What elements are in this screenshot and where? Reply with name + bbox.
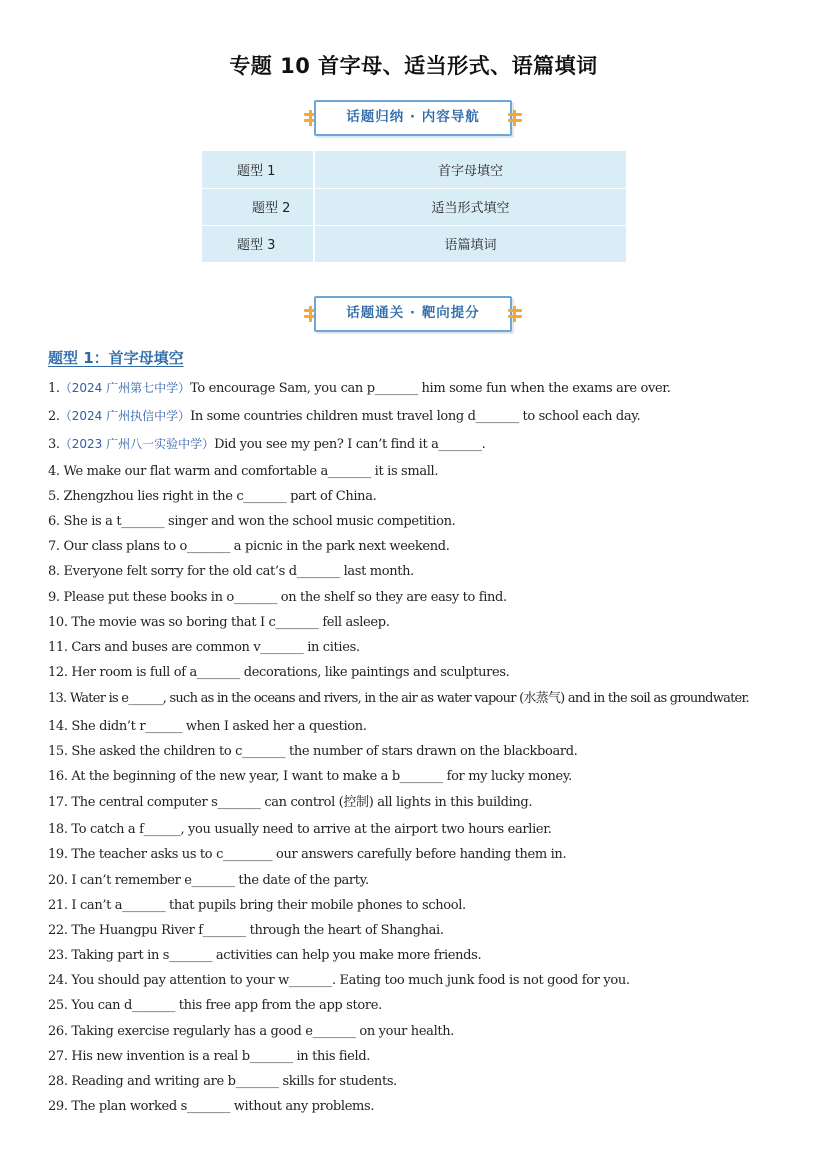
question-text: Taking part in s_______ activities can help you make more friends. bbox=[71, 948, 482, 963]
question-text: She didn’t r______ when I asked her a question. bbox=[71, 719, 367, 734]
question-number: 5. bbox=[48, 489, 60, 504]
question-item bbox=[48, 1099, 374, 1115]
question-number: 22. bbox=[48, 923, 68, 938]
question-source: （2024 广州第七中学） bbox=[59, 381, 191, 395]
question-number: 10. bbox=[48, 615, 68, 630]
question-text: His new invention is a real b_______ in this field. bbox=[71, 1049, 371, 1064]
banner-practice bbox=[304, 296, 522, 332]
question-text: We make our flat warm and comfortable a_______ it is small. bbox=[63, 464, 439, 479]
question-text: Taking exercise regularly has a good e_______ on your health. bbox=[71, 1024, 455, 1039]
table-row bbox=[202, 188, 626, 225]
question-number: 1. bbox=[48, 381, 60, 396]
question-item bbox=[48, 640, 360, 656]
question-text: To catch a f______, you usually need to arrive at the airport two hours earlier. bbox=[71, 822, 552, 837]
question-number: 11. bbox=[48, 640, 68, 655]
question-item bbox=[48, 514, 455, 530]
question-number: 14. bbox=[48, 719, 68, 734]
question-text: Cars and buses are common v_______ in cities. bbox=[71, 640, 360, 655]
content-navigation-table bbox=[202, 151, 626, 263]
question-text: The movie was so boring that I c_______ fell asleep. bbox=[71, 615, 390, 630]
table-row bbox=[202, 225, 626, 262]
question-item bbox=[48, 1049, 370, 1065]
question-number: 17. bbox=[48, 795, 68, 810]
question-item bbox=[48, 1024, 454, 1040]
question-text: She asked the children to c_______ the number of stars drawn on the blackboard. bbox=[71, 744, 578, 759]
question-text: To encourage Sam, you can p_______ him some fun when the exams are over. bbox=[190, 381, 671, 396]
question-item bbox=[48, 691, 749, 707]
question-text: The plan worked s_______ without any problems. bbox=[71, 1099, 375, 1114]
question-number: 2. bbox=[48, 409, 60, 424]
question-number: 24. bbox=[48, 973, 68, 988]
question-item bbox=[48, 769, 572, 785]
question-number: 29. bbox=[48, 1099, 68, 1114]
question-number: 8. bbox=[48, 564, 60, 579]
question-item bbox=[48, 408, 640, 425]
question-text: Reading and writing are b_______ skills for students. bbox=[71, 1074, 397, 1089]
question-item bbox=[48, 590, 507, 606]
question-text: Everyone felt sorry for the old cat’s d_______ last month. bbox=[63, 564, 414, 579]
question-source: （2023 广州八一实验中学） bbox=[59, 437, 215, 451]
question-number: 21. bbox=[48, 898, 68, 913]
question-item bbox=[48, 973, 630, 989]
question-number: 6. bbox=[48, 514, 60, 529]
question-number: 4. bbox=[48, 464, 60, 479]
question-type-cell: 题型 2 bbox=[202, 188, 314, 225]
question-type-cell: 题型 1 bbox=[202, 151, 314, 188]
question-text: The teacher asks us to c________ our answers carefully before handing them in. bbox=[71, 847, 567, 862]
section-heading: 题型 1：首字母填空 bbox=[48, 349, 184, 367]
question-item bbox=[48, 998, 382, 1014]
question-text: Zhengzhou lies right in the c_______ part of China. bbox=[63, 489, 377, 504]
question-text: Water is e______, such as in the oceans and rivers, in the air as water vapour (水蒸气) and in the soil as groundwater. bbox=[69, 691, 749, 706]
question-type-name-cell: 语篇填词 bbox=[314, 225, 626, 262]
question-text: Did you see my pen? I can’t find it a_______. bbox=[214, 437, 486, 452]
question-text: The Huangpu River f_______ through the heart of Shanghai. bbox=[71, 923, 444, 938]
question-item bbox=[48, 923, 444, 939]
question-number: 28. bbox=[48, 1074, 68, 1089]
question-item bbox=[48, 822, 551, 838]
question-item bbox=[48, 1074, 397, 1090]
question-item bbox=[48, 873, 369, 889]
question-text: I can’t a_______ that pupils bring their mobile phones to school. bbox=[71, 898, 466, 913]
question-number: 27. bbox=[48, 1049, 68, 1064]
question-item bbox=[48, 847, 566, 863]
banner-label: 话题通关 · 靶向提分 bbox=[346, 305, 480, 321]
question-number: 23. bbox=[48, 948, 68, 963]
question-text: At the beginning of the new year, I want to make a b_______ for my lucky money. bbox=[71, 769, 572, 784]
question-type-name-cell: 适当形式填空 bbox=[314, 188, 626, 225]
question-text: The central computer s_______ can control (控制) all lights in this building. bbox=[71, 795, 533, 810]
question-number: 15. bbox=[48, 744, 68, 759]
question-item bbox=[48, 948, 481, 964]
question-type-cell: 题型 3 bbox=[202, 225, 314, 262]
question-item bbox=[48, 464, 438, 480]
banner-content-navigation bbox=[304, 100, 522, 136]
question-item bbox=[48, 615, 390, 631]
page-title: 专题 10 首字母、适当形式、语篇填词 bbox=[229, 54, 598, 78]
question-number: 12. bbox=[48, 665, 68, 680]
question-text: You can d_______ this free app from the app store. bbox=[71, 998, 382, 1013]
question-number: 9. bbox=[48, 590, 60, 605]
question-item bbox=[48, 539, 450, 555]
question-text: I can’t remember e_______ the date of the party. bbox=[71, 873, 369, 888]
question-source: （2024 广州执信中学） bbox=[59, 409, 191, 423]
question-text: She is a t_______ singer and won the school music competition. bbox=[63, 514, 456, 529]
question-text: Our class plans to o_______ a picnic in the park next weekend. bbox=[63, 539, 450, 554]
question-number: 18. bbox=[48, 822, 68, 837]
question-number: 7. bbox=[48, 539, 60, 554]
banner-ornament-icon bbox=[508, 306, 522, 322]
banner-label: 话题归纳 · 内容导航 bbox=[346, 109, 480, 125]
question-text: Her room is full of a_______ decorations, like paintings and sculptures. bbox=[71, 665, 510, 680]
question-number: 26. bbox=[48, 1024, 68, 1039]
question-number: 13. bbox=[48, 691, 67, 706]
question-type-name-cell: 首字母填空 bbox=[314, 151, 626, 188]
question-item bbox=[48, 898, 466, 914]
question-item bbox=[48, 665, 509, 681]
question-item bbox=[48, 795, 532, 811]
question-number: 25. bbox=[48, 998, 68, 1013]
question-item bbox=[48, 719, 367, 735]
question-item bbox=[48, 436, 485, 453]
question-text: Please put these books in o_______ on the shelf so they are easy to find. bbox=[63, 590, 507, 605]
question-item bbox=[48, 744, 577, 760]
question-number: 3. bbox=[48, 437, 60, 452]
question-item bbox=[48, 564, 414, 580]
table-row bbox=[202, 151, 626, 188]
question-text: You should pay attention to your w_______. Eating too much junk food is not good for you. bbox=[71, 973, 630, 988]
question-number: 19. bbox=[48, 847, 68, 862]
question-item bbox=[48, 380, 671, 397]
question-item bbox=[48, 489, 376, 505]
banner-ornament-icon bbox=[508, 110, 522, 126]
question-text: In some countries children must travel long d_______ to school each day. bbox=[190, 409, 641, 424]
question-number: 20. bbox=[48, 873, 68, 888]
question-number: 16. bbox=[48, 769, 68, 784]
